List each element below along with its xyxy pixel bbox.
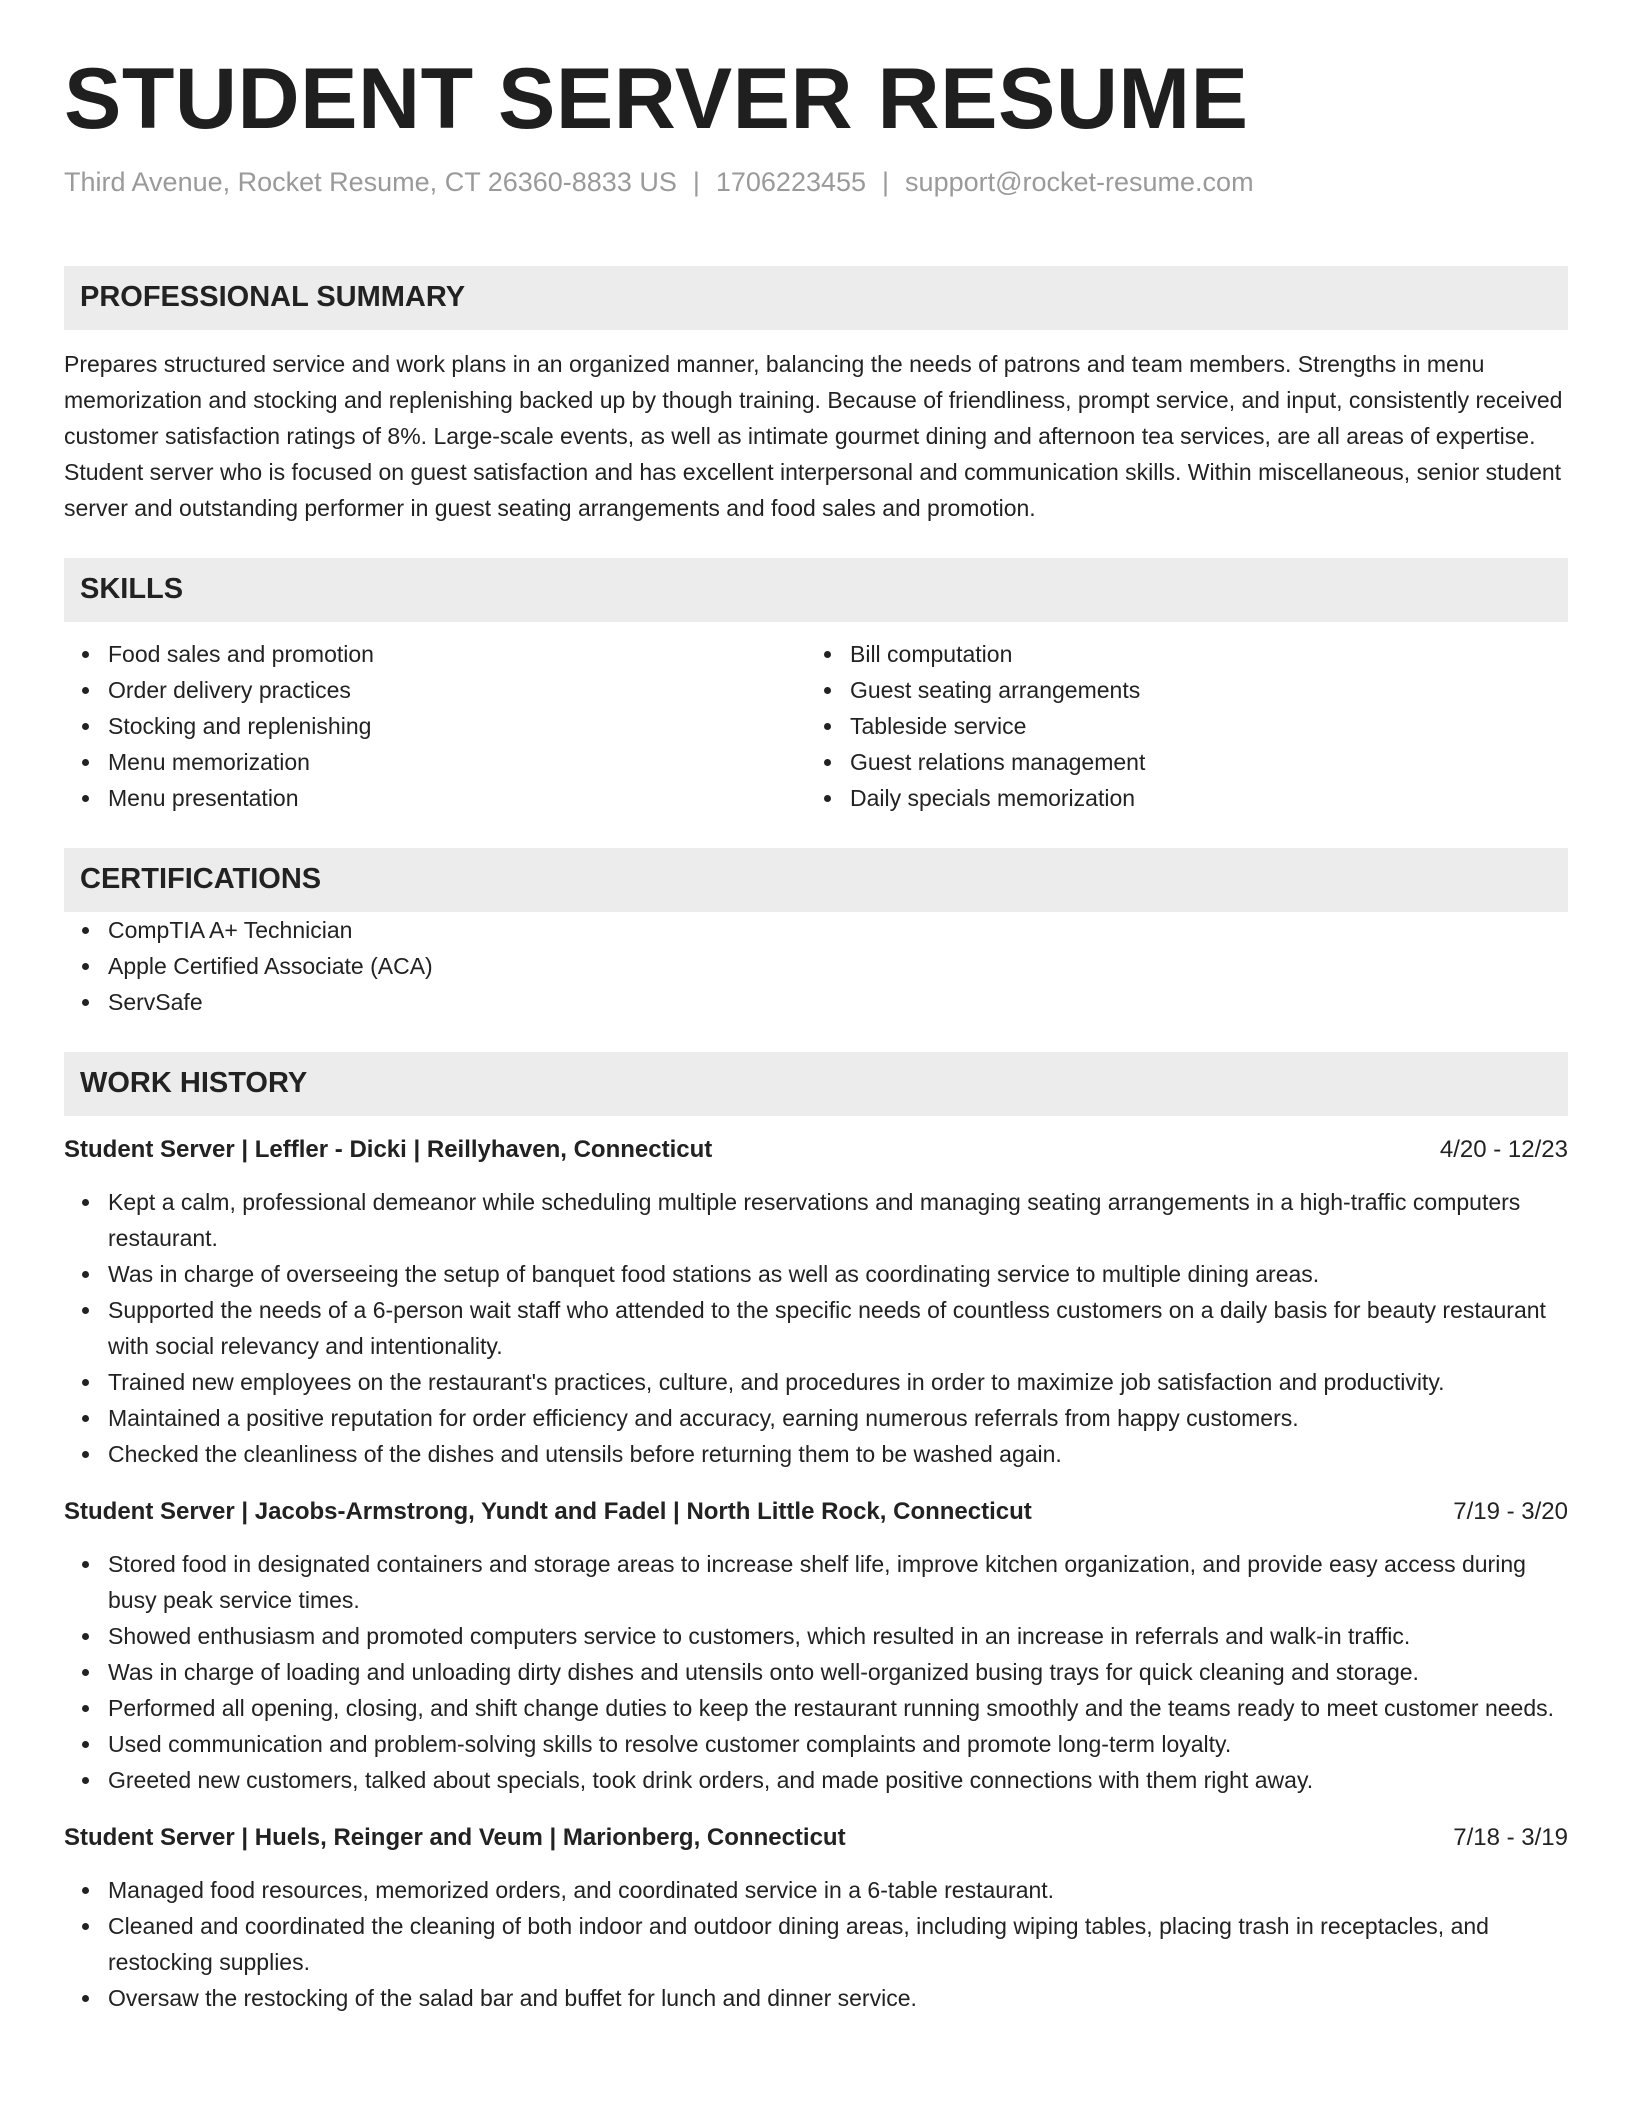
job-bullet: Performed all opening, closing, and shift change duties to keep the restaurant running smoothly and the teams ready to meet customer needs. [108, 1690, 1568, 1726]
job-dates: 7/19 - 3/20 [1453, 1497, 1568, 1525]
skill-item: Menu presentation [108, 780, 806, 816]
skills-grid [64, 636, 1568, 816]
job-bullet: Stored food in designated containers and storage areas to increase shelf life, improve kitchen organization, and provide easy access during busy peak service times. [108, 1546, 1568, 1618]
skill-item: Guest seating arrangements [850, 672, 1548, 708]
job-title: Student Server | Leffler - Dicki | Reillyhaven, Connecticut [64, 1135, 713, 1163]
certification-item: Apple Certified Associate (ACA) [108, 948, 1568, 984]
skills-column-left [64, 636, 806, 816]
job-bullet: Was in charge of loading and unloading dirty dishes and utensils onto well-organized busing trays for quick cleaning and storage. [108, 1654, 1568, 1690]
skill-item: Guest relations management [850, 744, 1548, 780]
job-bullet: Cleaned and coordinated the cleaning of both indoor and outdoor dining areas, including wiping tables, placing trash in receptacles, and restocking supplies. [108, 1908, 1568, 1980]
job-header [64, 1494, 1568, 1530]
contact-line [64, 165, 1568, 200]
job-bullet: Kept a calm, professional demeanor while scheduling multiple reservations and managing seating arrangements in a high-traffic computers restaurant. [108, 1184, 1568, 1256]
resume-title: STUDENT SERVER RESUME [64, 51, 1249, 147]
job-bullet: Oversaw the restocking of the salad bar and buffet for lunch and dinner service. [108, 1980, 1568, 2016]
skill-item: Stocking and replenishing [108, 708, 806, 744]
contact-separator: | [692, 166, 700, 197]
job-dates: 7/18 - 3/19 [1453, 1823, 1568, 1851]
skill-item: Food sales and promotion [108, 636, 806, 672]
skill-item: Tableside service [850, 708, 1548, 744]
section-header-summary: PROFESSIONAL SUMMARY [64, 266, 1568, 330]
job-bullet: Greeted new customers, talked about specials, took drink orders, and made positive connections with them right away. [108, 1762, 1568, 1798]
skill-item: Menu memorization [108, 744, 806, 780]
job-bullet: Maintained a positive reputation for order efficiency and accuracy, earning numerous referrals from happy customers. [108, 1400, 1568, 1436]
job-entry [64, 1820, 1568, 2016]
skill-item: Order delivery practices [108, 672, 806, 708]
job-bullet: Trained new employees on the restaurant's practices, culture, and procedures in order to maximize job satisfaction and productivity. [108, 1364, 1568, 1400]
job-header [64, 1132, 1568, 1168]
job-bullets [64, 1184, 1568, 1472]
job-bullet: Supported the needs of a 6-person wait staff who attended to the specific needs of countless customers on a daily basis for beauty restaurant with social relevancy and intentionality. [108, 1292, 1568, 1364]
job-dates: 4/20 - 12/23 [1439, 1135, 1568, 1163]
contact-separator: | [882, 166, 890, 197]
summary-text: Prepares structured service and work plans in an organized manner, balancing the needs of patrons and team members. Strengths in menu memorization and stocking and replenishing backed up by though training. Because of friendliness, prompt service, and input, consistently received customer satisfaction ratings of 8%. Large-scale events, as well as intimate gourmet dining and afternoon tea services, are all areas of expertise. Student server who is focused on guest satisfaction and has excellent interpersonal and communication skills. Within miscellaneous, senior student server and outstanding performer in guest seating arrangements and food sales and promotion. [64, 350, 1563, 521]
certification-item: CompTIA A+ Technician [108, 912, 1568, 948]
contact-email: support@rocket-resume.com [905, 166, 1254, 197]
certifications-list [64, 912, 1568, 1020]
contact-phone: 1706223455 [715, 166, 867, 197]
section-header-skills: SKILLS [64, 558, 1568, 622]
job-bullet: Managed food resources, memorized orders, and coordinated service in a 6-table restaurant. [108, 1872, 1568, 1908]
job-title: Student Server | Huels, Reinger and Veum | Marionberg, Connecticut [64, 1823, 846, 1851]
skills-column-right [806, 636, 1548, 816]
section-header-certifications: CERTIFICATIONS [64, 848, 1568, 912]
certification-item: ServSafe [108, 984, 1568, 1020]
skills-list-right [806, 636, 1548, 816]
job-bullets [64, 1872, 1568, 2016]
job-bullet: Showed enthusiasm and promoted computers service to customers, which resulted in an increase in referrals and walk-in traffic. [108, 1618, 1568, 1654]
job-entry [64, 1132, 1568, 1472]
job-header [64, 1820, 1568, 1856]
section-header-work-history: WORK HISTORY [64, 1052, 1568, 1116]
job-bullet: Checked the cleanliness of the dishes and utensils before returning them to be washed again. [108, 1436, 1568, 1472]
skill-item: Daily specials memorization [850, 780, 1548, 816]
resume-page [64, 52, 1568, 2016]
job-title: Student Server | Jacobs-Armstrong, Yundt and Fadel | North Little Rock, Connecticut [64, 1497, 1032, 1525]
job-bullets [64, 1546, 1568, 1798]
job-entry [64, 1494, 1568, 1798]
skill-item: Bill computation [850, 636, 1548, 672]
skills-list-left [64, 636, 806, 816]
job-bullet: Used communication and problem-solving skills to resolve customer complaints and promote long-term loyalty. [108, 1726, 1568, 1762]
contact-address: Third Avenue, Rocket Resume, CT 26360-8833 US [64, 166, 677, 197]
job-bullet: Was in charge of overseeing the setup of banquet food stations as well as coordinating service to multiple dining areas. [108, 1256, 1568, 1292]
